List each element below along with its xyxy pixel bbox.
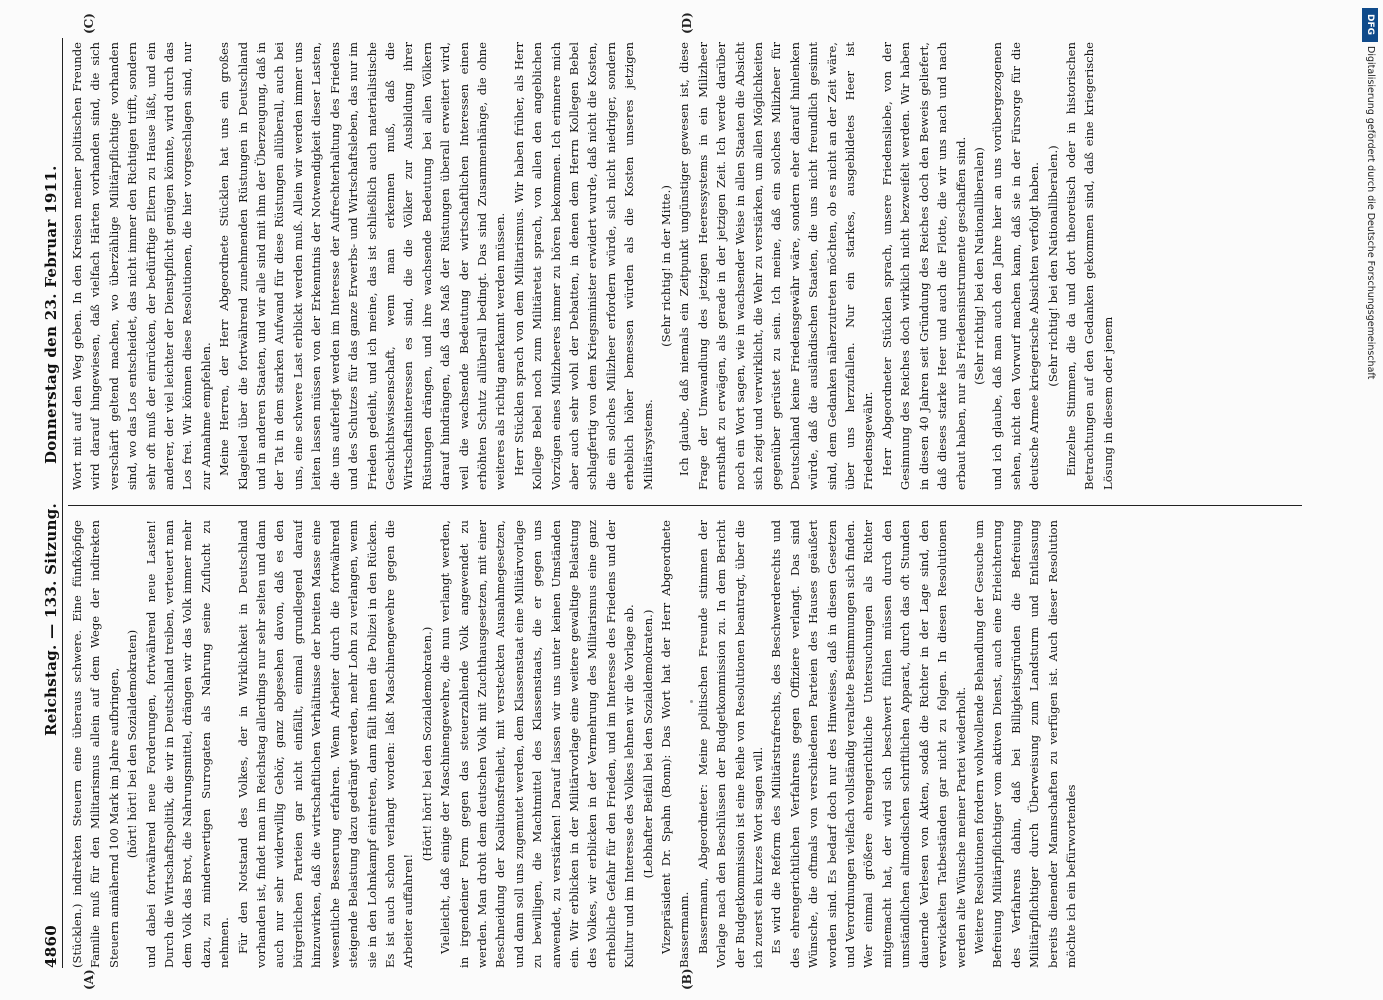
paragraph: Herr Abgeordneter Stücklen sprach, unsere Friedensliebe, von der Gesinnung des Reiches doch wirklich nicht bezweifelt werden. Wir haben in diesen 40 Jahren seit Gründung des Reiches doch den Beweis geliefert, daß dieses starke Heer und auch die Flotte, die wir uns nach und nach erbaut haben, nur als Friedensinstrumente geschaffen sind.: [879, 42, 968, 490]
text-column-left: [68, 520, 1302, 968]
paragraph: Wort mit auf den Weg geben. In den Kreisen meiner politischen Freunde wird darauf hingewiesen, daß vielfach Härten vorhanden sind, die sich verschärft geltend machen, wo überzählige Militärpflichtige vorhanden sind, wo das Los entscheidet, das nicht immer den Richtigen trifft, sondern sehr oft muß der einrücken, der bedürftige Eltern zu Hause läßt, und ein anderer, der viel leichter der Dienstpflicht genügen könnte, wird durch das Los frei. Wir können diese Resolutionen, die hier vorgeschlagen sind, nur zur Annahme empfehlen.: [70, 42, 213, 490]
paragraph: Ich glaube, daß niemals ein Zeitpunkt ungünstiger gewesen ist, diese Frage der Umwandlung des jetzigen Heeressystems in ein Milizheer ernsthaft zu erwägen, als gerade in der jetzigen Zeit. Ich werde darüber noch ein Wort sagen, wie in wachsender Weise in allen Staaten die Absicht sich zeigt und verwirklicht, die Wehr zu verstärken, um allen Möglichkeiten gegenüber gerüstet zu sein. Ich meine, daß ein solches Milizheer für Deutschland keine Friedensgewähr wäre, sondern eher darauf hinlenken würde, daß die ausländischen Staaten, die uns nicht freundlich gesinnt sind, dem Gedanken näherzutreten möchten, ob es nicht an der Zeit wäre, über uns herzufallen. Nur ein starkes, ausgebildetes Heer ist Friedensgewähr.: [677, 42, 876, 490]
margin-marker-d: (D): [680, 12, 694, 34]
interjection: (Sehr richtig! in der Mitte.): [659, 185, 673, 347]
rotated-page-content: [40, 12, 1305, 990]
paragraph: Für den Notstand des Volkes, der in Wirklichkeit in Deutschland vorhanden ist, findet man im Reichstag allerdings nur sehr selten und dann auch nur sehr widerwillig Gehör, ganz abgesehen davon, daß es den bürgerlichen Parteien gar nicht einfällt, einmal grundlegend darauf hinzuwirken, daß die wirtschaftlichen Verhältnisse der breiten Masse eine wesentliche Besserung erfahren. Wenn Arbeiter durch die fortwährend steigende Belastung dazu gedrängt werden, mehr Lohn zu verlangen, wenn sie in den Lohnkampf eintreten, dann fällt ihnen die Polizei in den Rücken. Es ist auch schon verlangt worden: laßt Maschinengewehre gegen die Arbeiter auffahren!: [235, 520, 416, 968]
scan-speck: [690, 700, 693, 703]
interjection: (Sehr richtig! bei den Nationalliberalen): [971, 147, 986, 385]
header-left-title: Reichstag. — 133. Sitzung.: [42, 502, 60, 736]
paragraph: Es wird die Reform des Militärstrafrechts, des Beschwerderechts und des ehrengerichtlichen Verfahrens gegen Offiziere verlangt. Das sind Wünsche, die oftmals von verschiedenen Parteien des Hauses geäußert worden sind. Es bedarf doch nur des Hinweises, daß in diesen Gesetzen und Verordnungen vielfach vollständig veraltete Bestimmungen sich finden. Wer einmal größere ehrengerichtliche Untersuchungen als Richter mitgemacht hat, der wird sich beschwert fühlen müssen durch den umständlichen altmodischen schriftlichen Apparat, durch das oft Stunden dauernde Verlesen von Akten, sodaß die Richter in der Lage sind, den verwickelten Tatbeständen gar nicht zu folgen. In diesen Resolutionen werden alte Wünsche meiner Partei wiederholt.: [769, 520, 968, 968]
speaker-paragraph: Bassermann, Abgeordneter: Meine politischen Freunde stimmen der Vorlage nach den Beschlüssen der Budgetkommission zu. In dem Bericht der Budgetkommission ist eine Reihe von Resolutionen beantragt, über die ich zuerst ein kurzes Wort sagen will.: [695, 520, 766, 968]
paragraph: Meine Herren, der Herr Abgeordnete Stücklen hat uns ein großes Klagelied über die fortwährend zunehmenden Rüstungen in Deutschland und in anderen Staaten, und wir alle sind mit ihm der Überzeugung, daß in der Tat in dem starken Aufwand für diese Rüstungen allüberall, auch bei uns, eine schwere Last erblickt werden muß. Allein wir werden immer uns leiten lassen müssen von der Erkenntnis der Notwendigkeit dieser Lasten, die uns auferlegt werden im Interesse der Aufrechterhaltung des Friedens und des Schutzes für das ganze Erwerbs- und Wirtschaftsleben, das nur im Frieden gedeiht, und ich meine, das ist schließlich auch materialistische Geschichtswissenschaft, wenn man erkennen muß, daß die Wirtschaftsinteressen es sind, die die Völker zur Ausbildung ihrer Rüstungen drängen, und ihre wachsende Bedeutung bei allen Völkern darauf hindrängen, daß das Maß der Rüstungen überall erweitert wird, weil die wachsende Bedeutung der wirtschaftlichen Interessen einen erhöhten Schutz allüberall bedingt. Das sind Zusammenhänge, die ohne weiteres als richtig anerkannt werden müssen.: [217, 42, 508, 490]
margin-marker-c: (C): [82, 13, 96, 34]
dfg-logo: DFG: [1362, 8, 1378, 42]
column-divider: [68, 505, 1302, 506]
header-rule: [62, 38, 63, 968]
paragraph: Herr Stücklen sprach von dem Militarismus. Wir haben früher, als Herr Kollege Bebel noch zum Militäretat sprach, von allen den angeblichen Vorzügen eines Milizheeres immer zu hören bekommen. Ich erinnere mich aber auch sehr wohl der Debatten, in denen dem Herrn Kollegen Bebel schlagfertig von dem Kriegsminister erwidert wurde, daß nicht die Kosten, die ein solches Milizheer erfordern würde, sich nicht niedriger, sondern erheblich höher bemessen würden als die Kosten unseres jetzigen Militärsystems.: [511, 42, 655, 490]
interjection: (Hört! hört! bei den Sozialdemokraten.): [419, 626, 434, 862]
paragraph: und dabei fortwährend neue Forderungen, fortwährend neue Lasten! Durch die Wirtschaftspolitik, die wir in Deutschland treiben, verteuert man dem Volk das Brot, die Nahrungsmittel, drängen wir das Volk immer mehr dazu, zu minderwertigen Surrogaten als Nahrung seine Zuflucht zu nehmen.: [143, 520, 232, 968]
credit-strip: [1362, 8, 1378, 992]
paragraph: Vielleicht, daß einige der Maschinengewehre, die nun verlangt werden, in irgendeiner Form gegen das steuerzahlende Volk angewendet zu werden. Man droht dem deutschen Volk mit Zuchthausgesetzen, mit einer Beschneidung der Koalitionsfreiheit, mit versteckten Ausnahmegesetzen, und dann soll uns zugemutet werden, dem Klassenstaat eine Militärvorlage zu bewilligen, die Machtmittel des Klassenstaats, die er gegen uns anwendet, zu verstärken! Darauf lassen wir uns unter keinen Umständen ein. Wir erblicken in der Militärvorlage eine weitere gewaltige Belastung des Volkes, wir erblicken in der Vermehrung des Militarismus eine ganz erhebliche Gefahr für den Frieden, und im Interesse des Friedens und der Kultur und im Interesse des Volkes lehnen wir die Vorlage ab.: [438, 520, 637, 968]
paragraph: und ich glaube, daß man auch den Jahre hier an uns vorübergezogenen sehen, nicht den Vorwurf machen kann, daß sie in der Fürsorge für die deutsche Armee kriegerische Absichten verfolgt haben.: [990, 42, 1042, 490]
page-header: [40, 38, 64, 968]
paragraph: Einzelne Stimmen, die da und dort theoretisch oder in historischen Betrachtungen auf den Gedanken gekommen sind, daß eine kriegerische Lösung in diesem oder jenem: [1063, 42, 1115, 490]
header-right-title: Donnerstag den 23. Februar 1911.: [42, 165, 60, 464]
text-column-right: [68, 42, 1302, 490]
margin-marker-a: (A): [82, 969, 96, 990]
page-number: 4860: [42, 925, 60, 968]
credit-text: Digitalisierung gefördert durch die Deutsche Forschungsgemeinschaft: [1365, 46, 1376, 380]
interjection: (Sehr richtig! bei den Nationalliberalen.): [1045, 145, 1060, 387]
paragraph: Weitere Resolutionen fordern wohlwollende Behandlung der Gesuche um Befreiung Militärpflichtiger vom aktiven Dienst, auch eine Erleichterung des Verfahrens dahin, daß bei Billigkeitsgründen die Befreiung Militärpflichtiger durch Überweisung zum Landsturm und Entlassung bereits dienender Mannschaften zu verfügen ist. Auch dieser Resolution möchte ich ein befürwortendes: [971, 520, 1078, 968]
margin-marker-b: (B): [680, 968, 694, 990]
interjection: (hört! hört! bei den Sozialdemokraten): [125, 629, 140, 859]
interjection: (Lebhafter Beifall bei den Sozialdemokraten.): [640, 609, 655, 879]
speaker-paragraph: Vizepräsident Dr. Spahn (Bonn): Das Wort hat der Herr Abgeordnete Bassermann.: [659, 520, 692, 968]
paragraph: (Stücklen.) indirekten Steuern eine überaus schwere. Eine fünfköpfige Familie muß für den Militarismus allein auf dem Wege der indirekten Steuern annähernd 100 Mark im Jahre aufbringen,: [70, 520, 121, 968]
